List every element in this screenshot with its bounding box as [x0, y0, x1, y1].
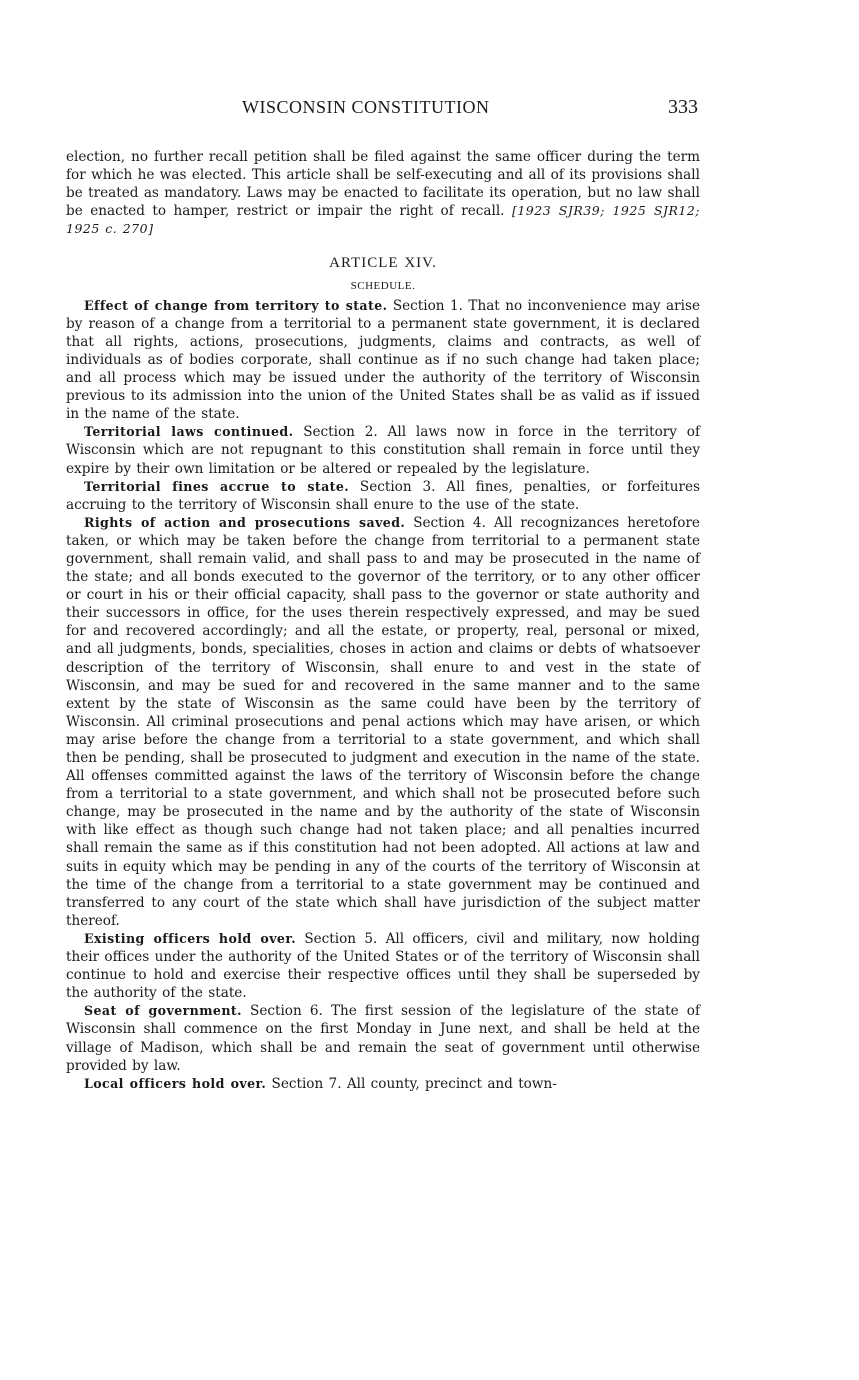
section-text: Section 1. That no inconvenience may arise by reason of a change from a territorial to a permanent state government, it is declared that all rights, actions, prosecutions, judgments, claims and contracts, as well of individuals as of bodies corporate, shall continue as if no such change had taken place; and all process which may be issued under the authority of the territory of Wisconsin previous to its admission into the union of the United States shall be as valid as if issued in the name of the state. — [66, 297, 700, 423]
running-header — [66, 97, 698, 121]
article-subheading: SCHEDULE. — [350, 279, 416, 292]
section-4 — [66, 514, 700, 930]
section-5 — [66, 930, 700, 1002]
section-text: Section 5. All officers, civil and military, now holding their offices under the authority of the United States or of the territory of Wisconsin shall continue to hold and exercise their respective offices until they shall be superseded by the authority of the state. — [66, 930, 701, 1002]
section-6 — [66, 1002, 700, 1074]
section-catchline: Territorial fines accrue to state. — [84, 478, 350, 494]
section-7 — [66, 1075, 700, 1093]
carryover-paragraph — [66, 148, 700, 238]
running-title: WISCONSIN CONSTITUTION — [242, 97, 490, 117]
page-number: 333 — [668, 96, 698, 118]
section-text: Section 7. All county, precinct and town- — [271, 1075, 557, 1092]
body-text — [66, 148, 700, 1093]
section-catchline: Local officers hold over. — [84, 1075, 267, 1091]
article-heading: ARTICLE XIV. — [329, 255, 437, 272]
history-citation: [1923 SJR39; 1925 SJR12; 1925 c. 270] — [66, 203, 700, 237]
section-catchline: Rights of action and prosecutions saved. — [84, 514, 406, 530]
section-text: Section 2. All laws now in force in the territory of Wisconsin which are not repugnant to this constitution shall remain in force until they expire by their own limitation or be altered or repealed by the legislature. — [66, 424, 700, 477]
section-3 — [66, 478, 700, 514]
section-catchline: Seat of government. — [84, 1003, 242, 1019]
carryover-text: election, no further recall petition shall be filed against the same officer during the term for which he was elected. This article shall be self-executing and all of its provisions shall be treated as mandatory. Laws may be enacted to facilitate its operation, but no law shall be enacted to hamper, restrict or impair the right of recall. — [66, 149, 700, 220]
section-catchline: Existing officers hold over. — [84, 930, 296, 946]
section-catchline: Effect of change from territory to state. — [84, 297, 388, 313]
section-1 — [66, 297, 700, 424]
section-text: Section 3. All fines, penalties, or forfeitures accruing to the territory of Wisconsin shall enure to the use of the state. — [66, 478, 700, 513]
section-catchline: Territorial laws continued. — [84, 424, 294, 440]
section-2 — [66, 423, 700, 477]
section-text: Section 4. All recognizances heretofore taken, or which may be taken before the change from territorial to a permanent state government, shall remain valid, and shall pass to and may be prosecuted in the name of the state; and all bonds executed to the governor of the territory, or to any other officer or court in his or their official capacity, shall pass to the governor or state authority and their successors in office, for the uses therein respectively expressed, and may be sued for and recovered accordingly; and all the estate, or property, real, personal or mixed, and all judgments, bonds, specialities, choses in action and claims or debts of whatsoever description of the territory of Wisconsin, shall enure to and vest in the state of Wisconsin, and may be sued for and recovered in the same manner and to the same extent by the state of Wisconsin as the same could have been by the territory of Wisconsin. All criminal prosecutions and penal actions which may have arisen, or which may arise before the change from a territorial to a state government, and which shall then be pending, shall be prosecuted to judgment and execution in the name of the state. All offenses committed against the laws of the territory of Wisconsin before the change from a territorial to a state government, and which shall not be prosecuted before such change, may be prosecuted in the name and by the authority of the state of Wisconsin with like effect as though such change had not taken place; and all penalties incurred shall remain the same as if this constitution had not been adopted. All actions at law and suits in equity which may be pending in any of the courts of the territory of Wisconsin at the time of the change from a territorial to a state government may be continued and transferred to any court of the state which shall have jurisdiction of the subject matter thereof. — [66, 514, 700, 929]
section-text: Section 6. The first session of the legislature of the state of Wisconsin shall commence on the first Monday in June next, and shall be held at the village of Madison, which shall be and remain the seat of government until otherwise provided by law. — [66, 1003, 700, 1074]
